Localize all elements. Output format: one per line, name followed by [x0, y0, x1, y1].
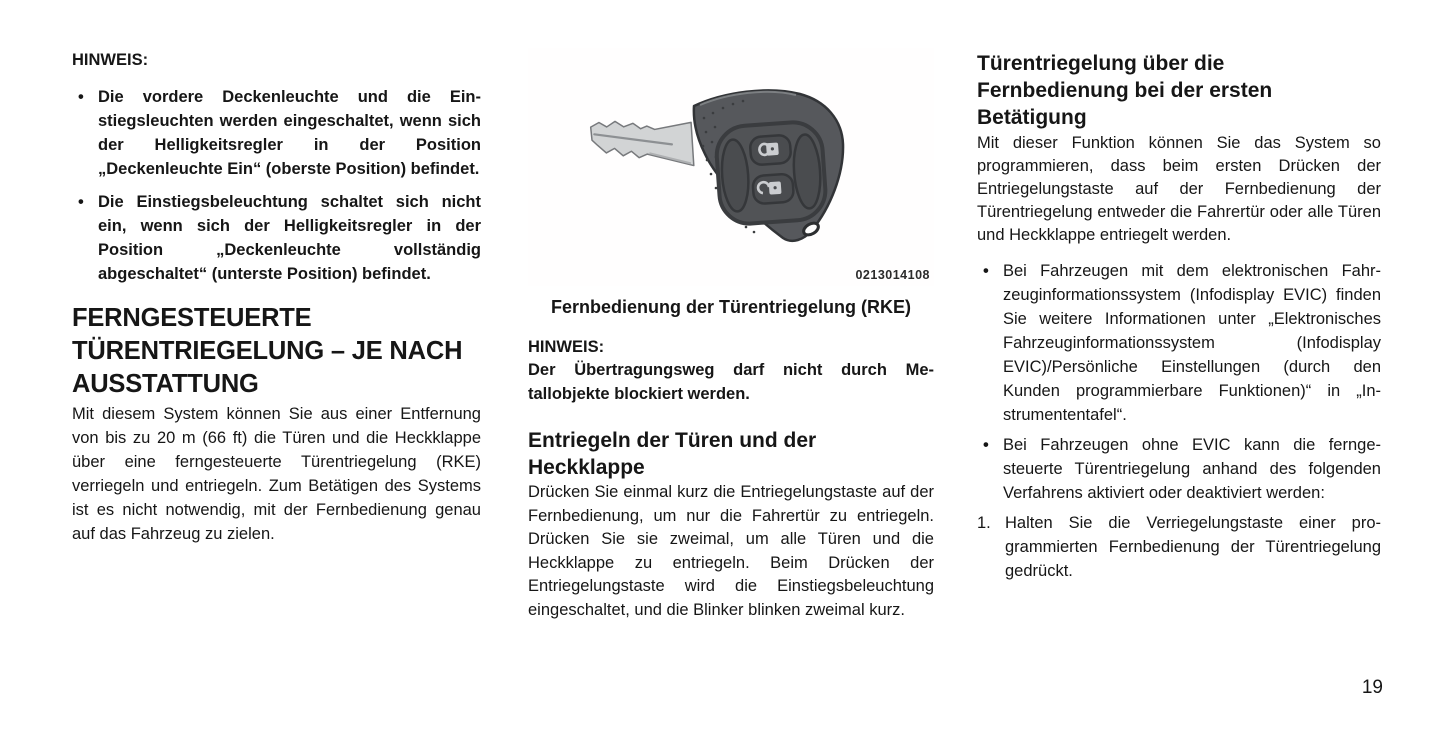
step-number: 1.	[977, 514, 991, 532]
bullet-icon: •	[78, 193, 84, 211]
key-blade	[589, 117, 696, 165]
subsection-body: Drücken Sie einmal kurz die Entriegelungstaste auf der Fernbedienung, um nur die Fahrertür zu entriegeln. Drücken Sie sie zweimal, um alle Türen und die Heckklappe zu entriegeln. Beim Drücken der Entriegelungstaste wird die Einstiegsbeleuchtung eingeschaltet, und die Blinker blinken zweimal kurz.	[528, 483, 934, 619]
bullet-icon: •	[78, 88, 84, 106]
step-text: Halten Sie die Verriegelungstaste einer programmierten Fernbedienung der Türentriegelung gedrückt.	[1005, 514, 1381, 580]
bullet-text: Bei Fahrzeugen mit dem elektronischen Fahrzeuginformationssystem (Infodisplay EVIC) finden Sie weitere Informationen unter „Elektronisches Fahrzeuginformationssystem (Infodisplay EVIC)/Persönliche Einstellungen (durch den Kunden programmierbare Funktionen)“ in „Instrumententafel“.	[1003, 262, 1381, 424]
middle-column	[528, 48, 934, 622]
list-item	[977, 433, 1381, 505]
right-column	[977, 48, 1381, 583]
bullet-list	[977, 259, 1381, 505]
list-item	[72, 85, 481, 181]
numbered-steps	[977, 511, 1381, 583]
bullet-text: Die vordere Deckenleuchte und die Einstiegsleuchten werden eingeschaltet, wenn sich der Helligkeitsregler in der Position „Deckenleuchte Ein“ (oberste Position) befindet.	[98, 88, 481, 178]
bullet-text: Bei Fahrzeugen ohne EVIC kann die ferngesteuerte Türentriegelung anhand des folgenden Verfahrens aktiviert oder deaktiviert werden:	[1003, 436, 1381, 502]
note-label: HINWEIS:	[72, 51, 149, 69]
section-heading: FERNGESTEUERTE TÜRENTRIEGELUNG – JE NACH AUSSTATTUNG	[72, 304, 463, 398]
figure-caption: Fernbedienung der Türentriegelung (RKE)	[550, 297, 911, 317]
note-bullet-list	[72, 85, 481, 286]
key-fob-illustration	[528, 48, 934, 286]
list-item	[977, 259, 1381, 427]
section-body: Mit diesem System können Sie aus einer Entfernung von bis zu 20 m (66 ft) die Türen und die Heckklappe über eine ferngesteuerte Türentriegelung (RKE) verriegeln und entriegeln. Zum Betätigen des Systems ist es nicht notwendig, mit der Fernbedienung genau auf das Fahrzeug zu zielen.	[72, 405, 481, 543]
fob-body	[694, 90, 843, 240]
note-label: HINWEIS:	[528, 338, 605, 356]
button-cluster	[715, 120, 828, 225]
bullet-icon: •	[983, 262, 989, 280]
step-item	[977, 511, 1381, 583]
left-column	[72, 48, 481, 546]
bullet-icon: •	[983, 436, 989, 454]
figure-image-id: 0213014108	[855, 268, 930, 282]
key-fob-figure	[528, 48, 934, 286]
subsection-heading: Türentriegelung über die Fernbedienung bei der ersten Betätigung	[977, 52, 1273, 129]
bullet-text: Die Einstiegsbeleuchtung schaltet sich nicht ein, wenn sich der Helligkeitsregler in der Position „Deckenleuchte vollständig abgeschaltet“ (unterste Position) befindet.	[98, 193, 481, 283]
list-item	[72, 190, 481, 286]
page-number: 19	[1361, 677, 1383, 698]
subsection-body: Mit dieser Funktion können Sie das System so programmieren, dass beim ersten Drücken der Entriegelungstaste auf der Fernbedienung der Türentriegelung entweder die Fahrertür oder alle Türen und Heckklappe entriegelt werden.	[977, 134, 1381, 244]
note-text: Der Übertragungsweg darf nicht durch Metallobjekte blockiert werden.	[528, 361, 934, 403]
subsection-heading: Entriegeln der Türen und der Heckklappe	[528, 429, 817, 479]
